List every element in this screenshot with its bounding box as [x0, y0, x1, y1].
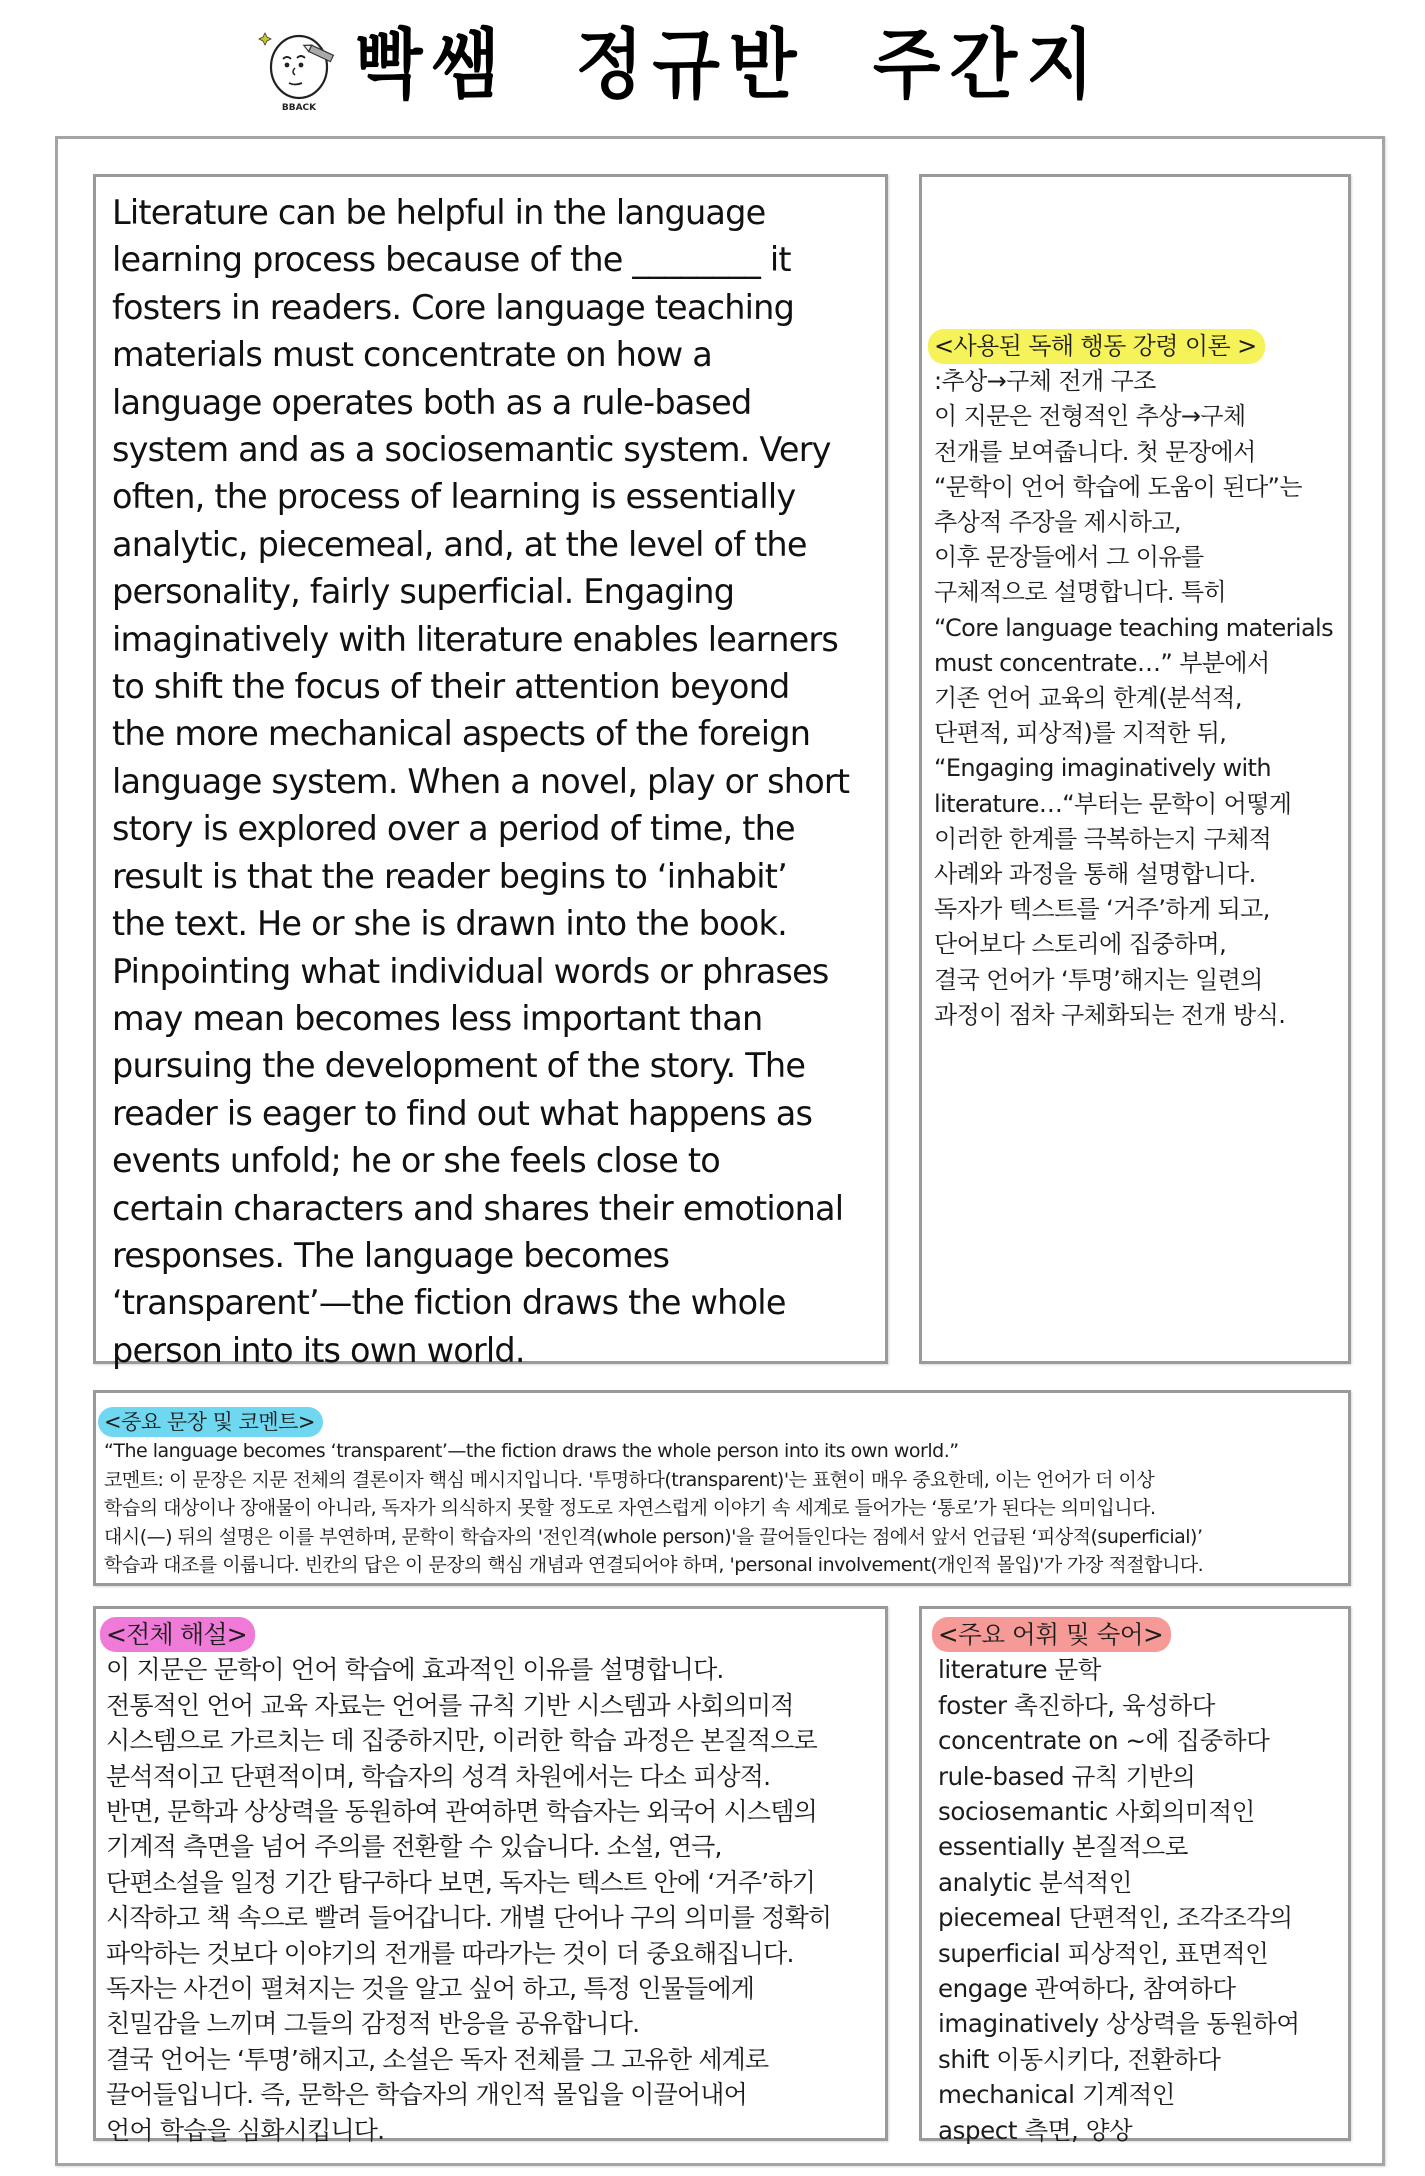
- analysis-line: 단편소설을 일정 기간 탐구하다 보면, 독자는 텍스트 안에 ‘거주’하기: [106, 1867, 816, 1897]
- analysis-line: 언어 학습을 심화시킵니다.: [106, 2115, 385, 2145]
- vocab-item: analytic 분석적인: [938, 1867, 1132, 1897]
- passage-line: the text. He or she is drawn into the book.: [112, 904, 787, 944]
- vocab-item: piecemeal 단편적인, 조각조각의: [938, 1903, 1293, 1933]
- comment-line: 학습의 대상이나 장애물이 아니라, 독자가 의식하지 못할 정도로 자연스럽게 이야기 속 세계로 들어가는 ‘통로’가 된다는 의미입니다.: [104, 1497, 1156, 1520]
- vocab-item: essentially 본질적으로: [938, 1832, 1189, 1862]
- theory-line: 전개를 보여줍니다. 첫 문장에서: [934, 437, 1256, 466]
- passage-line: often, the process of learning is essentially: [112, 477, 796, 517]
- key-sentence-comment-panel: [93, 1390, 1351, 1586]
- passage-line: personality, fairly superficial. Engaging: [112, 572, 735, 612]
- passage-line: events unfold; he or she feels close to: [112, 1141, 720, 1181]
- section-heading-analysis: <전체 해설>: [100, 1617, 255, 1652]
- section-heading-vocabulary: <주요 어휘 및 숙어>: [932, 1617, 1171, 1652]
- passage-line: Pinpointing what individual words or phrases: [112, 951, 829, 991]
- reading-strategy-panel: [919, 174, 1351, 1364]
- theory-line: “문학이 언어 학습에 도움이 된다”는: [934, 472, 1302, 501]
- theory-line: :추상→구체 전개 구조: [934, 367, 1156, 396]
- vocab-item: imaginatively 상상력을 동원하여: [938, 2009, 1300, 2039]
- vocab-item: aspect 측면, 양상: [938, 2115, 1133, 2145]
- analysis-line: 시스템으로 가르치는 데 집중하지만, 이러한 학습 과정은 본질적으로: [106, 1726, 817, 1756]
- theory-line: 이후 문장들에서 그 이유를: [934, 543, 1204, 572]
- passage-line: story is explored over a period of time, the: [112, 809, 795, 849]
- analysis-line: 기계적 측면을 넘어 주의를 전환할 수 있습니다. 소설, 연극,: [106, 1832, 722, 1862]
- vocab-item: sociosemantic 사회의미적인: [938, 1797, 1255, 1827]
- vocab-item: foster 촉진하다, 육성하다: [938, 1690, 1216, 1720]
- vocab-item: literature 문학: [938, 1655, 1102, 1685]
- key-sentence-quote: “The language becomes ‘transparent’—the fiction draws the whole person into its own world.”: [104, 1440, 959, 1462]
- passage-line: system and as a sociosemantic system. Very: [112, 430, 831, 470]
- analysis-line: 친밀감을 느끼며 그들의 감정적 반응을 공유합니다.: [106, 2009, 640, 2039]
- svg-text:BBACK: BBACK: [281, 103, 317, 113]
- analysis-line: 이 지문은 문학이 언어 학습에 효과적인 이유를 설명합니다.: [106, 1655, 724, 1685]
- comment-line: 대시(—) 뒤의 설명은 이를 부연하며, 문학이 학습자의 '전인격(whole person)'을 끌어들인다는 점에서 앞서 언급된 ‘피상적(superficial)’: [104, 1525, 1203, 1548]
- theory-line: 이 지문은 전형적인 추상→구체: [934, 402, 1246, 431]
- passage-line: responses. The language becomes: [112, 1235, 670, 1275]
- theory-line: “Core language teaching materials: [934, 613, 1334, 642]
- passage-line: imaginatively with literature enables learners: [112, 619, 839, 659]
- theory-line: literature…“부터는 문학이 어떻게: [934, 789, 1292, 818]
- comment-line: 코멘트: 이 문장은 지문 전체의 결론이자 핵심 메시지입니다. '투명하다(transparent)'는 표현이 매우 중요한데, 이는 언어가 더 이상: [104, 1468, 1155, 1491]
- theory-line: 기존 언어 교육의 한계(분석적,: [934, 684, 1242, 713]
- theory-line: 구체적으로 설명합니다. 특히: [934, 578, 1227, 607]
- bback-mascot-logo-icon: [257, 23, 347, 113]
- reading-passage: [93, 174, 888, 1370]
- passage-line: the more mechanical aspects of the foreign: [112, 714, 811, 754]
- theory-line: 이러한 한계를 극복하는지 구체적: [934, 824, 1272, 853]
- passage-line: language operates both as a rule-based: [112, 382, 752, 422]
- analysis-line: 독자는 사건이 펼쳐지는 것을 알고 싶어 하고, 특정 인물들에게: [106, 1974, 755, 2004]
- passage-line: to shift the focus of their attention beyond: [112, 667, 790, 707]
- section-heading-strategy: <사용된 독해 행동 강령 이론 >: [928, 329, 1265, 364]
- analysis-line: 끌어들입니다. 즉, 문학은 학습자의 개인적 몰입을 이끌어내어: [106, 2080, 747, 2110]
- vocab-item: concentrate on ~에 집중하다: [938, 1726, 1270, 1756]
- vocab-item: rule-based 규칙 기반의: [938, 1761, 1196, 1791]
- analysis-line: 반면, 문학과 상상력을 동원하여 관여하면 학습자는 외국어 시스템의: [106, 1797, 817, 1827]
- theory-line: must concentrate…” 부분에서: [934, 648, 1270, 677]
- theory-line: 과정이 점차 구체화되는 전개 방식.: [934, 1000, 1286, 1029]
- page-title: 빡쌤 정규반 주간지: [354, 20, 1104, 109]
- vocab-item: mechanical 기계적인: [938, 2080, 1176, 2110]
- analysis-line: 파악하는 것보다 이야기의 전개를 따라가는 것이 더 중요해집니다.: [106, 1938, 794, 1968]
- vocab-item: engage 관여하다, 참여하다: [938, 1974, 1236, 2004]
- page-header: [0, 0, 1425, 130]
- passage-line: certain characters and shares their emotional: [112, 1188, 844, 1228]
- analysis-line: 시작하고 책 속으로 빨려 들어갑니다. 개별 단어나 구의 의미를 정확히: [106, 1903, 832, 1933]
- theory-line: “Engaging imaginatively with: [934, 754, 1271, 783]
- passage-line: ‘transparent’—the fiction draws the whole: [112, 1283, 786, 1323]
- passage-line: pursuing the development of the story. The: [112, 1046, 806, 1086]
- passage-line: result is that the reader begins to ‘inhabit’: [112, 856, 787, 896]
- theory-line: 단어보다 스토리에 집중하며,: [934, 930, 1227, 959]
- comment-line: 학습과 대조를 이룹니다. 빈칸의 답은 이 문장의 핵심 개념과 연결되어야 하며, 'personal involvement(개인적 몰입)'가 가장 적절합니다.: [104, 1554, 1204, 1577]
- passage-line: fosters in readers. Core language teaching: [112, 287, 795, 327]
- passage-line: may mean becomes less important than: [112, 998, 763, 1038]
- passage-line: analytic, piecemeal, and, at the level of the: [112, 524, 807, 564]
- passage-line: reader is eager to find out what happens as: [112, 1093, 813, 1133]
- vocab-item: superficial 피상적인, 표면적인: [938, 1938, 1269, 1968]
- analysis-line: 분석적이고 단편적이며, 학습자의 성격 차원에서는 다소 피상적.: [106, 1761, 771, 1791]
- passage-line: Literature can be helpful in the language: [112, 193, 766, 232]
- analysis-line: 결국 언어는 ‘투명’해지고, 소설은 독자 전체를 그 고유한 세계로: [106, 2044, 769, 2074]
- theory-line: 추상적 주장을 제시하고,: [934, 508, 1181, 537]
- theory-line: 사례와 과정을 통해 설명합니다.: [934, 860, 1256, 889]
- full-analysis-panel: [93, 1606, 888, 2145]
- theory-line: 결국 언어가 ‘투명’해지는 일련의: [934, 965, 1263, 994]
- vocabulary-panel: [919, 1606, 1351, 2145]
- theory-line: 독자가 텍스트를 ‘거주’하게 되고,: [934, 895, 1270, 924]
- passage-line: materials must concentrate on how a: [112, 335, 712, 375]
- vocab-item: shift 이동시키다, 전환하다: [938, 2044, 1221, 2074]
- passage-line: language system. When a novel, play or short: [112, 761, 850, 801]
- theory-line: 단편적, 피상적)를 지적한 뒤,: [934, 719, 1227, 748]
- section-heading-key-sentence: <중요 문장 및 코멘트>: [98, 1407, 323, 1437]
- passage-line: learning process because of the ________ it: [112, 240, 791, 280]
- analysis-line: 전통적인 언어 교육 자료는 언어를 규칙 기반 시스템과 사회의미적: [106, 1690, 794, 1720]
- passage-line: person into its own world.: [112, 1330, 525, 1370]
